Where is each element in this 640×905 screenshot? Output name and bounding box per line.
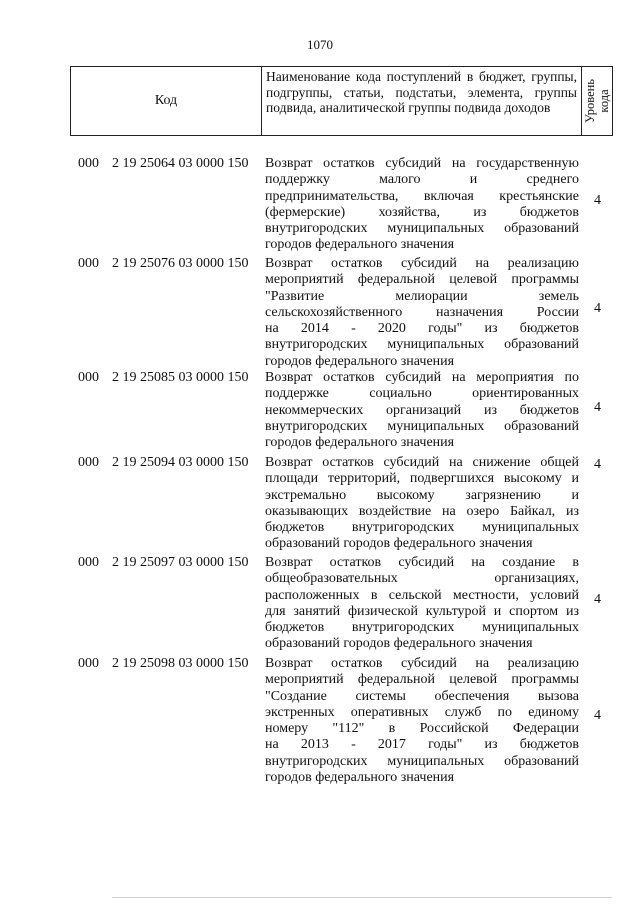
- row-code-prefix: 000: [78, 455, 99, 470]
- description-line: (фермерские) хозяйства, из бюджетов: [265, 204, 579, 220]
- description-line: мероприятий федеральной целевой программы: [265, 672, 579, 688]
- row-code: 2 19 25064 03 0000 150: [112, 156, 249, 171]
- row-code-prefix: 000: [78, 555, 99, 570]
- description-line: сельскохозяйственного назначения России: [265, 304, 579, 320]
- row-level: 4: [594, 301, 601, 316]
- description-line: Возврат остатков субсидий на мероприятия по: [265, 370, 579, 385]
- description-line: бюджетов внутригородских муниципальных: [265, 520, 579, 536]
- description-line: городов федерального значения: [265, 435, 455, 451]
- bottom-divider: [112, 897, 612, 898]
- row-code-prefix: 000: [78, 156, 99, 171]
- description-line: экстремально высокому загрязнению и: [265, 487, 579, 503]
- description-line: для занятий физической культурой и спортом из: [265, 603, 579, 619]
- header-level-cell: [582, 67, 612, 135]
- row-description: [265, 555, 579, 653]
- row-code: 2 19 25098 03 0000 150: [112, 656, 249, 671]
- row-code: 2 19 25094 03 0000 150: [112, 455, 249, 470]
- description-line: расположенных в сельской местности, условий: [265, 587, 579, 603]
- description-line: бюджетов внутригородских муниципальных: [265, 620, 579, 636]
- row-code-prefix: 000: [78, 256, 99, 271]
- row-code: 2 19 25085 03 0000 150: [112, 370, 249, 385]
- description-line: внутригородских муниципальных образований: [265, 753, 579, 769]
- description-line: оказывающих воздействие на озеро Байкал, из: [265, 503, 579, 519]
- description-line: городов федерального значения: [265, 353, 455, 369]
- description-line: Возврат остатков субсидий на реализацию: [265, 656, 579, 671]
- row-code: 2 19 25097 03 0000 150: [112, 555, 249, 570]
- row-code-prefix: 000: [78, 656, 99, 671]
- description-line: образований городов федерального значения: [265, 636, 533, 652]
- row-code-prefix: 000: [78, 370, 99, 385]
- description-line: на 2014 - 2020 годы" из бюджетов: [265, 321, 579, 337]
- description-line: Возврат остатков субсидий на государственную: [265, 156, 579, 171]
- row-description: [265, 370, 579, 451]
- header-name-cell: Наименование кода поступлений в бюджет, группы, подгруппы, статьи, подстатьи, элемента, группы подвида, аналитической группы подвида доходов: [262, 67, 582, 135]
- description-line: городов федерального значения: [265, 770, 455, 786]
- description-line: городов федерального значения: [265, 237, 455, 253]
- row-description: [265, 455, 579, 553]
- description-line: Возврат остатков субсидий на реализацию: [265, 256, 579, 271]
- description-line: Возврат остатков субсидий на снижение общей: [265, 455, 579, 470]
- row-description: [265, 656, 579, 786]
- row-description: [265, 156, 579, 254]
- row-description: [265, 256, 579, 370]
- description-line: внутригородских муниципальных образований: [265, 221, 579, 237]
- description-line: мероприятий федеральной целевой программы: [265, 272, 579, 288]
- description-line: внутригородских муниципальных образований: [265, 418, 579, 434]
- description-line: внутригородских муниципальных образований: [265, 337, 579, 353]
- table-header: [70, 66, 613, 136]
- description-line: общеобразовательных организациях,: [265, 571, 579, 587]
- description-line: номеру "112" в Российской Федерации: [265, 721, 579, 737]
- row-code: 2 19 25076 03 0000 150: [112, 256, 249, 271]
- description-line: на 2013 - 2017 годы" из бюджетов: [265, 737, 579, 753]
- header-code-cell: Код: [71, 67, 262, 135]
- header-level-label: Уровень кода: [583, 78, 611, 124]
- description-line: "Создание системы обеспечения вызова: [265, 688, 579, 704]
- description-line: некоммерческих организаций из бюджетов: [265, 402, 579, 418]
- row-level: 4: [594, 400, 601, 415]
- row-level: 4: [594, 193, 601, 208]
- page-number: 1070: [307, 37, 333, 52]
- description-line: экстренных оперативных служб по единому: [265, 704, 579, 720]
- description-line: образований городов федерального значения: [265, 536, 533, 552]
- description-line: поддержке социально ориентированных: [265, 386, 579, 402]
- description-line: предпринимательства, включая крестьянские: [265, 188, 579, 204]
- row-level: 4: [594, 592, 601, 607]
- row-level: 4: [594, 708, 601, 723]
- description-line: поддержку малого и среднего: [265, 172, 579, 188]
- description-line: площади территорий, подвергшихся высокому и: [265, 471, 579, 487]
- row-level: 4: [594, 457, 601, 472]
- description-line: "Развитие мелиорации земель: [265, 288, 579, 304]
- description-line: Возврат остатков субсидий на создание в: [265, 555, 579, 570]
